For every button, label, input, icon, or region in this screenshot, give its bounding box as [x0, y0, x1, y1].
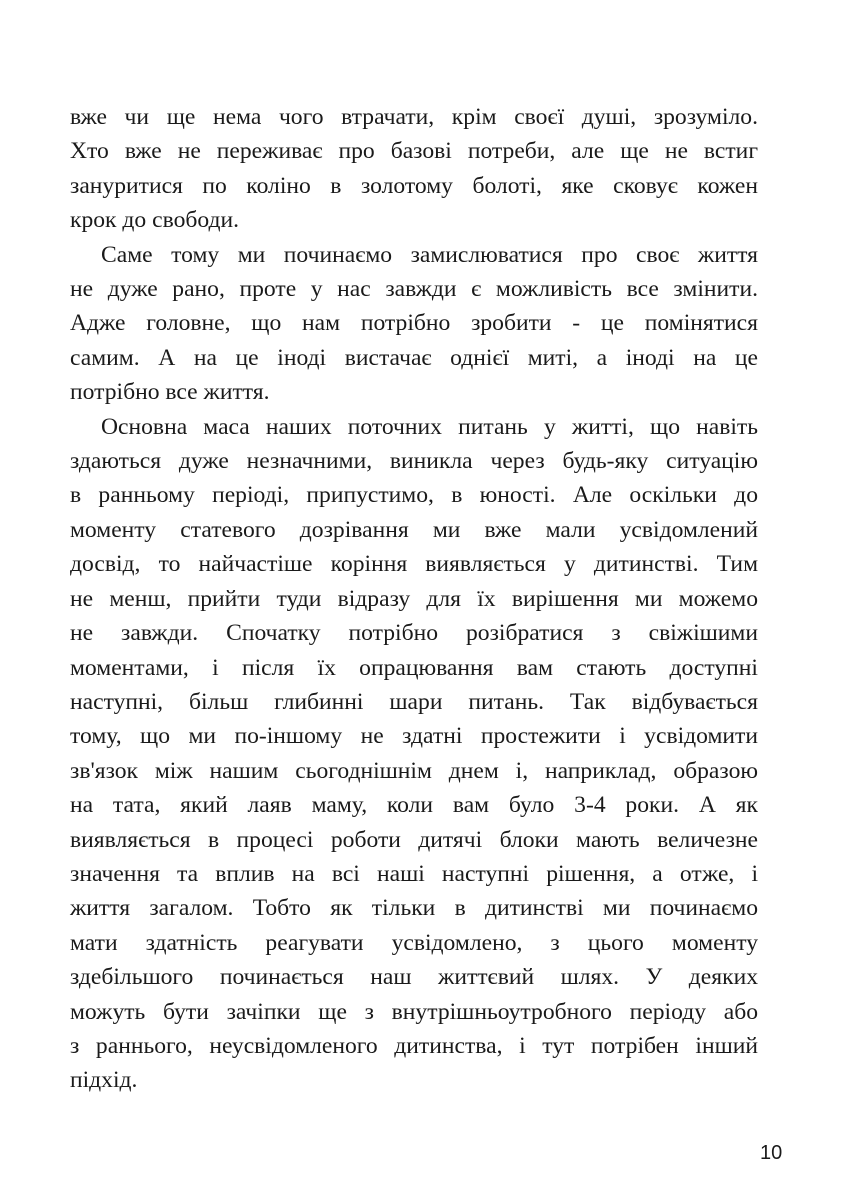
paragraph-1: [70, 100, 758, 238]
text-line: на тата, який лаяв маму, коли вам було 3-4 роки. А як: [70, 792, 758, 819]
page-number: 10: [760, 1142, 783, 1164]
text-line: крок до свободи.: [70, 207, 240, 234]
text-line: в ранньому періоді, припустимо, в юності. Але оскільки до: [70, 482, 758, 509]
text-line: не дуже рано, проте у нас завжди є можливість все змінити.: [70, 276, 758, 303]
text-line: Хто вже не переживає про базові потреби, але ще не встиг: [70, 138, 758, 165]
text-line: моментами, і після їх опрацювання вам стають доступні: [70, 654, 758, 681]
text-line: наступні, більш глибинні шари питань. Так відбувається: [70, 688, 758, 715]
text-line: моменту статевого дозрівання ми вже мали усвідомлений: [70, 516, 758, 543]
text-line: зануритися по коліно в золотому болоті, яке сковує кожен: [70, 172, 758, 199]
body-text: [70, 100, 758, 1098]
text-line: життя загалом. Тобто як тільки в дитинстві ми починаємо: [70, 895, 758, 922]
text-line: потрібно все життя.: [70, 379, 270, 406]
text-line: самим. А на це іноді вистачає однієї миті, а іноді на це: [70, 344, 758, 371]
paragraph-3: [70, 410, 758, 1098]
text-line: Основна маса наших поточних питань у житті, що навіть: [101, 413, 758, 440]
text-line: з раннього, неусвідомленого дитинства, і тут потрібен інший: [70, 1032, 758, 1059]
text-line: підхід.: [70, 1067, 138, 1094]
text-line: Саме тому ми починаємо замислюватися про своє життя: [101, 241, 758, 268]
text-line: Адже головне, що нам потрібно зробити - це помінятися: [70, 310, 758, 337]
paragraph-2: [70, 238, 758, 410]
text-line: не завжди. Спочатку потрібно розібратися з свіжішими: [70, 620, 758, 647]
text-line: вже чи ще нема чого втрачати, крім своєї душі, зрозуміло.: [70, 104, 758, 130]
text-line: здебільшого починається наш життєвий шлях. У деяких: [70, 964, 758, 991]
text-line: зв'язок між нашим сьогоднішнім днем і, наприклад, образою: [70, 757, 758, 784]
text-line: мати здатність реагувати усвідомлено, з цього моменту: [70, 929, 758, 956]
text-line: виявляється в процесі роботи дитячі блоки мають величезне: [70, 826, 758, 853]
text-line: не менш, прийти туди відразу для їх вирішення ми можемо: [70, 585, 758, 612]
text-line: здаються дуже незначними, виникла через будь-яку ситуацію: [70, 448, 758, 475]
text-line: досвід, то найчастіше коріння виявляється у дитинстві. Тим: [70, 551, 758, 578]
text-line: тому, що ми по-іншому не здатні простежити і усвідомити: [70, 723, 758, 750]
text-line: можуть бути зачіпки ще з внутрішньоутробного періоду або: [70, 998, 758, 1025]
text-line: значення та вплив на всі наші наступні рішення, а отже, і: [70, 860, 758, 887]
